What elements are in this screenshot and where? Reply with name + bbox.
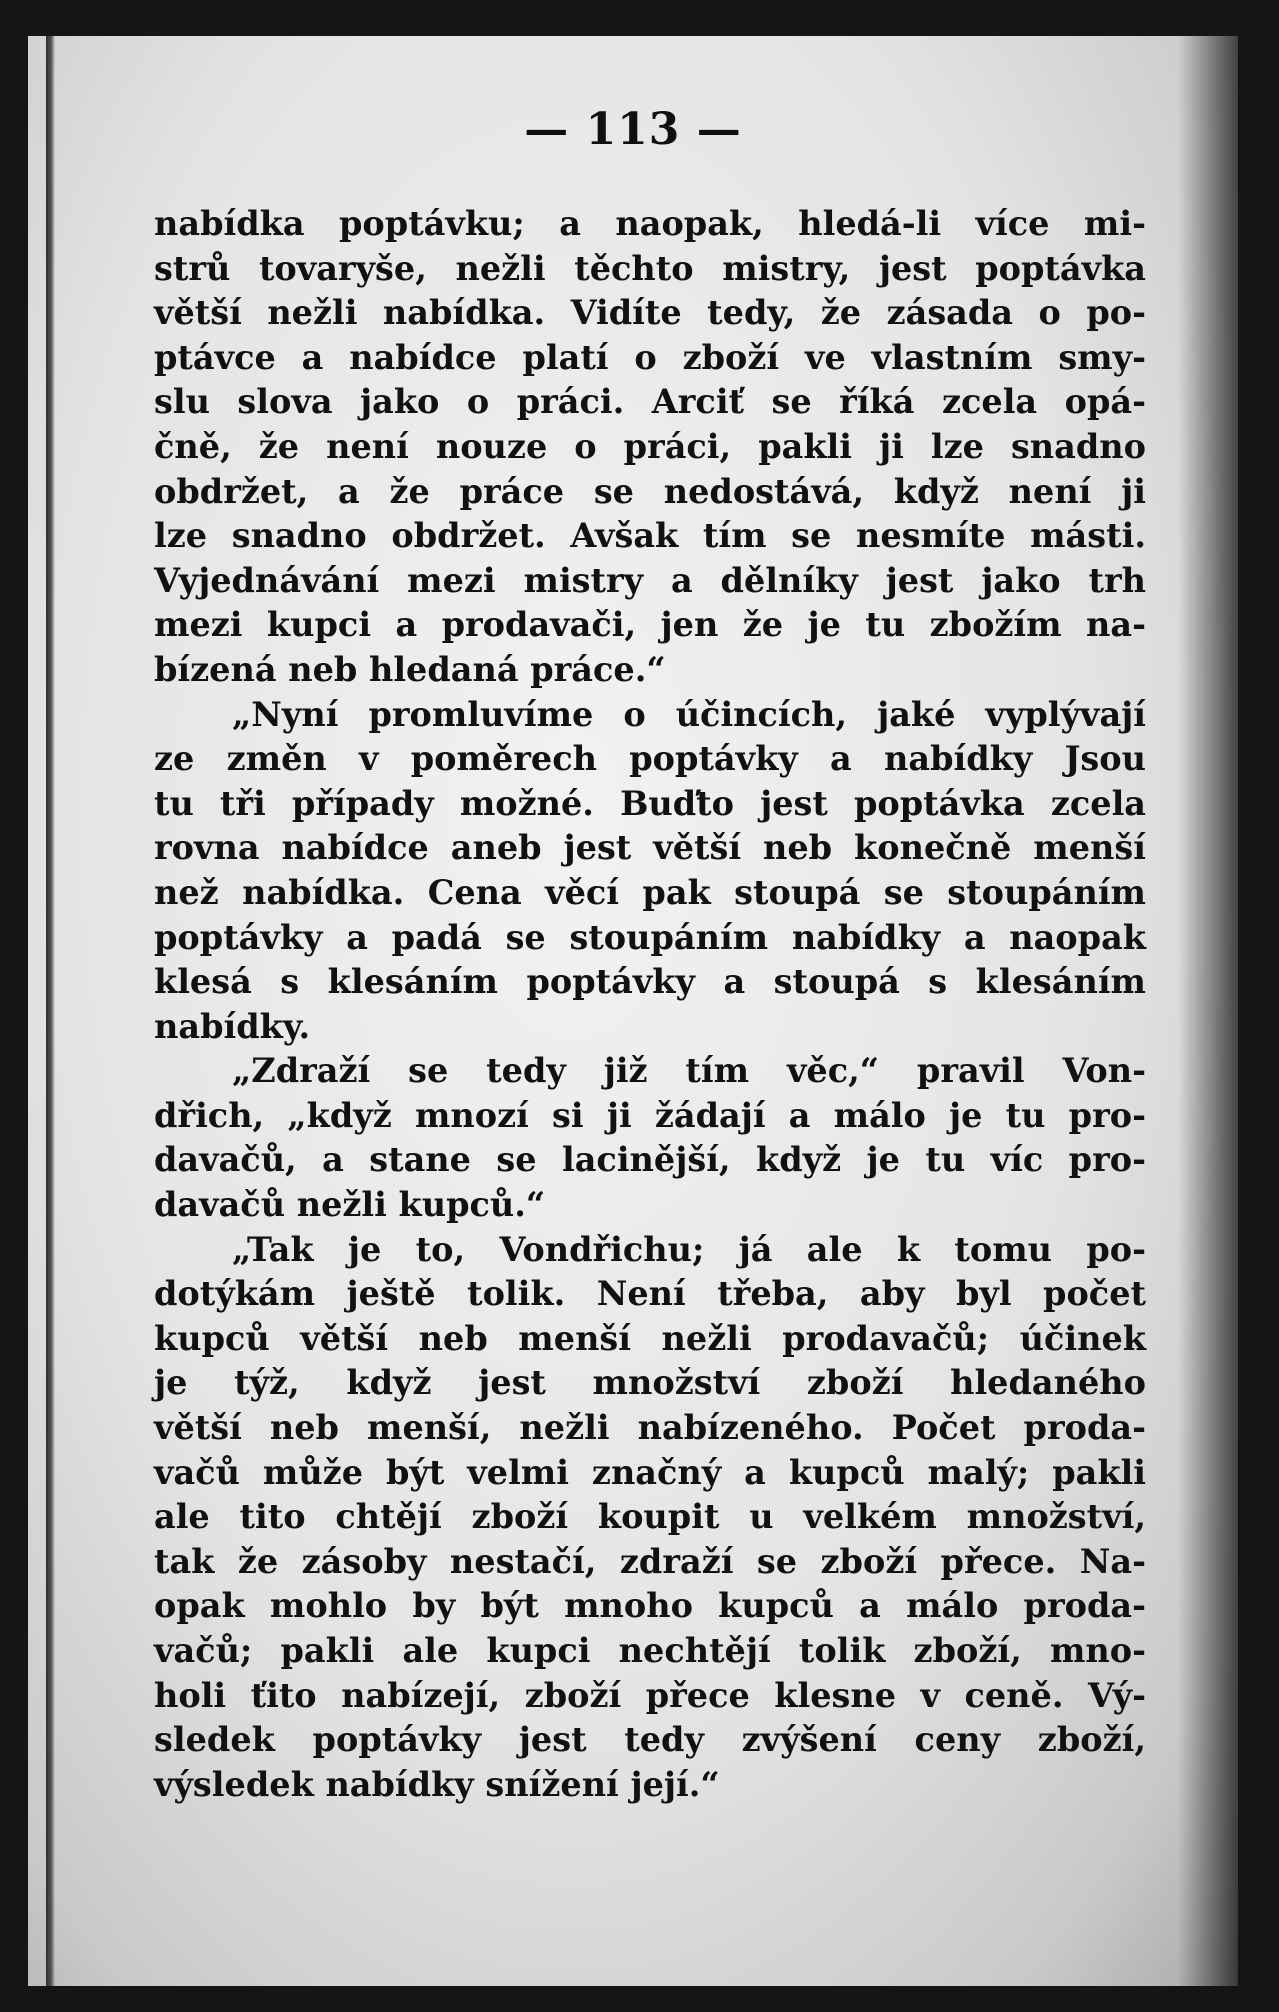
page-number: — 113 —	[524, 104, 742, 155]
text-line: bízená neb hledaná práce.“	[154, 649, 666, 689]
text-line: tu tři případy možné. Buďto jest poptávka zcela	[154, 783, 1146, 823]
text-line: lze snadno obdržet. Avšak tím se nesmíte másti.	[154, 516, 1146, 556]
text-line: strů tovaryše, nežli těchto mistry, jest poptávka	[154, 248, 1146, 288]
text-line: kupců větší neb menší nežli prodavačů; účinek	[154, 1318, 1146, 1358]
text-line: „Zdraží se tedy již tím věc,“ pravil Von-	[232, 1051, 1146, 1091]
text-line: Vyjednávání mezi mistry a dělníky jest jako trh	[154, 560, 1146, 600]
text-line: poptávky a padá se stoupáním nabídky a naopak	[154, 917, 1146, 957]
text-line: vačů; pakli ale kupci nechtějí tolik zboží, mno-	[154, 1631, 1146, 1670]
text-line: než nabídka. Cena věcí pak stoupá se stoupáním	[154, 872, 1146, 912]
text-line: nabídka poptávku; a naopak, hledá-li více mi-	[154, 204, 1146, 243]
body-text	[154, 202, 1146, 1807]
text-line: větší nežli nabídka. Vidíte tedy, že zásada o po-	[154, 293, 1146, 333]
text-line: čně, že není nouze o práci, pakli ji lze snadno	[154, 426, 1146, 466]
text-line: „Tak je to, Vondřichu; já ale k tomu po-	[232, 1229, 1146, 1269]
text-line: ale tito chtějí zboží koupit u velkém množství,	[154, 1497, 1146, 1537]
text-line: davačů nežli kupců.“	[154, 1185, 546, 1225]
text-line: opak mohlo by být mnoho kupců a málo proda-	[154, 1586, 1146, 1626]
text-line: obdržet, a že práce se nedostává, když není ji	[154, 471, 1146, 511]
text-line: nabídky.	[154, 1006, 311, 1046]
text-line: klesá s klesáním poptávky a stoupá s klesáním	[154, 962, 1146, 1002]
text-line: dřich, „když mnozí si ji žádají a málo je tu pro-	[154, 1095, 1146, 1135]
text-line: ptávce a nabídce platí o zboží ve vlastním smy-	[154, 337, 1146, 377]
text-line: větší neb menší, nežli nabízeného. Počet proda-	[154, 1408, 1146, 1448]
book-page	[28, 36, 1238, 1986]
text-line: dotýkám ještě tolik. Není třeba, aby byl počet	[154, 1274, 1146, 1314]
page-binding-edge	[46, 36, 55, 1986]
text-line: davačů, a stane se lacinější, když je tu víc pro-	[154, 1140, 1146, 1180]
text-line: je týž, když jest množství zboží hledaného	[154, 1363, 1146, 1403]
text-line: „Nyní promluvíme o účincích, jaké vyplývají	[232, 694, 1146, 734]
text-line: mezi kupci a prodavači, jen že je tu zbožím na-	[154, 605, 1146, 645]
text-line: výsledek nabídky snížení její.“	[154, 1764, 720, 1804]
page-shadow-edge	[1178, 36, 1238, 1986]
text-line: holi ťito nabízejí, zboží přece klesne v ceně. Vý-	[154, 1675, 1146, 1715]
text-line: rovna nabídce aneb jest větší neb konečně menší	[154, 828, 1146, 868]
text-line: slu slova jako o práci. Arciť se říká zcela opá-	[154, 382, 1146, 422]
text-line: vačů může být velmi značný a kupců malý; pakli	[154, 1452, 1146, 1492]
text-line: ze změn v poměrech poptávky a nabídky Jsou	[154, 739, 1146, 779]
text-line: sledek poptávky jest tedy zvýšení ceny zboží,	[154, 1720, 1146, 1760]
text-line: tak že zásoby nestačí, zdraží se zboží přece. Na-	[154, 1541, 1146, 1581]
